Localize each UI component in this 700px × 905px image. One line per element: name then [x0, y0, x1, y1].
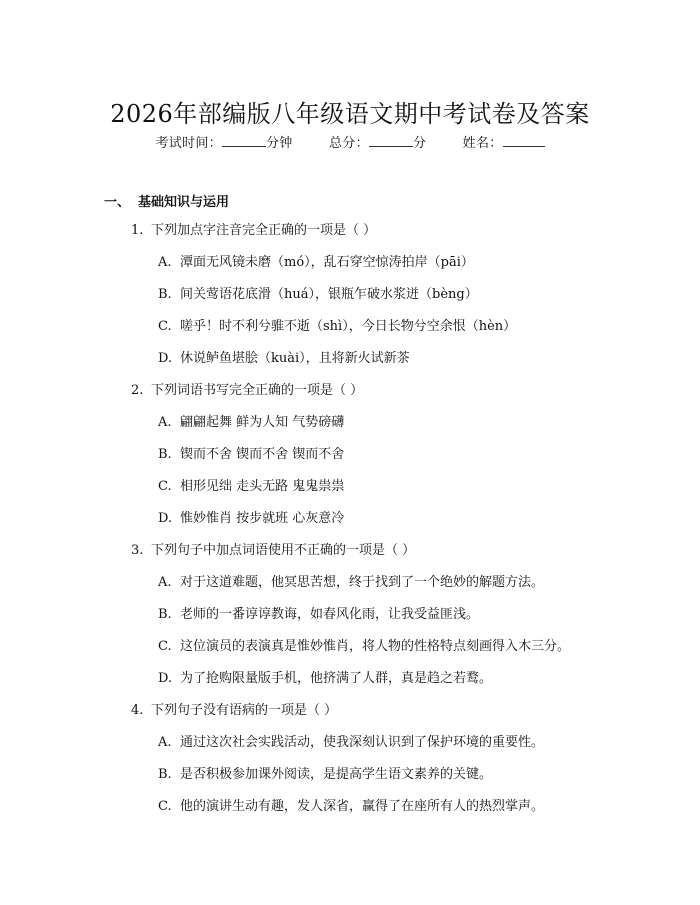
question-text: 下列句子中加点词语使用不正确的一项是（ ）: [151, 543, 416, 558]
option-c: [131, 796, 671, 828]
option-text: 锲而不舍 锲而不舍 锲而不舍: [180, 447, 345, 462]
option-a: [131, 572, 671, 604]
question-stem: [131, 540, 671, 572]
question-4: [131, 700, 671, 828]
section-title: 基础知识与运用: [138, 195, 230, 210]
option-text: 翩翩起舞 鲜为人知 气势磅礴: [180, 415, 345, 430]
question-number: 2.: [131, 383, 144, 398]
total-score-unit: 分: [412, 136, 427, 151]
option-c: [131, 316, 671, 348]
option-a: [131, 412, 671, 444]
option-text: 潭面无风镜未磨（mó），乱石穿空惊涛拍岸（pāi）: [180, 255, 474, 270]
option-d: [131, 668, 671, 700]
option-a: [131, 252, 671, 284]
option-letter: B.: [158, 767, 172, 782]
section-heading: [104, 191, 229, 210]
option-b: [131, 284, 671, 316]
question-2: [131, 380, 671, 540]
option-text: 通过这次社会实践活动，使我深刻认识到了保护环境的重要性。: [180, 735, 545, 750]
option-letter: A.: [158, 575, 172, 590]
option-letter: C.: [158, 479, 172, 494]
option-letter: D.: [158, 351, 173, 366]
option-b: [131, 764, 671, 796]
question-number: 1.: [131, 223, 144, 238]
question-number: 4.: [131, 703, 144, 718]
option-text: 这位演员的表演真是惟妙惟肖，将人物的性格特点刻画得入木三分。: [180, 639, 571, 654]
total-score-field: [329, 132, 426, 151]
option-letter: A.: [158, 415, 172, 430]
option-letter: C.: [158, 799, 172, 814]
option-letter: D.: [158, 671, 173, 686]
exam-time-blank: [222, 134, 266, 147]
total-score-blank: [369, 134, 413, 147]
option-letter: B.: [158, 607, 172, 622]
option-letter: D.: [158, 511, 173, 526]
option-b: [131, 604, 671, 636]
question-1: [131, 220, 671, 380]
question-text: 下列词语书写完全正确的一项是（ ）: [151, 383, 364, 398]
option-text: 他的演讲生动有趣，发人深省，赢得了在座所有人的热烈掌声。: [180, 799, 545, 814]
question-3: [131, 540, 671, 700]
student-name-blank: [503, 134, 545, 147]
student-name-field: [463, 132, 545, 151]
option-text: 休说鲈鱼堪脍（kuài），且将新火试新茶: [180, 351, 410, 366]
option-a: [131, 732, 671, 764]
question-text: 下列加点字注音完全正确的一项是（ ）: [151, 223, 377, 238]
option-d: [131, 348, 671, 380]
exam-time-field: [155, 132, 292, 151]
student-name-label: 姓名：: [462, 136, 503, 151]
option-letter: B.: [158, 447, 172, 462]
exam-info-row: [0, 132, 700, 151]
option-text: 是否积极参加课外阅读，是提高学生语文素养的关键。: [180, 767, 493, 782]
question-stem: [131, 220, 671, 252]
option-d: [131, 508, 671, 540]
total-score-label: 总分：: [329, 136, 369, 151]
question-stem: [131, 380, 671, 412]
page-title: 2026年部编版八年级语文期中考试卷及答案: [110, 100, 590, 129]
option-text: 老师的一番谆谆教诲，如春风化雨，让我受益匪浅。: [180, 607, 480, 622]
option-b: [131, 444, 671, 476]
option-text: 对于这道难题，他冥思苦想，终于找到了一个绝妙的解题方法。: [180, 575, 545, 590]
option-text: 嗟乎！时不利兮骓不逝（shì），今日长物兮空余恨（hèn）: [180, 319, 517, 334]
section-number: 一、: [104, 195, 131, 210]
option-letter: A.: [158, 735, 172, 750]
exam-time-label: 考试时间：: [155, 136, 222, 151]
option-letter: C.: [158, 319, 172, 334]
option-letter: B.: [158, 287, 172, 302]
option-letter: C.: [158, 639, 172, 654]
question-stem: [131, 700, 671, 732]
option-text: 惟妙惟肖 按步就班 心灰意冷: [180, 511, 345, 526]
option-text: 间关莺语花底滑（huá），银瓶乍破水浆迸（bèng）: [180, 287, 478, 302]
option-letter: A.: [158, 255, 172, 270]
question-list: [131, 220, 671, 828]
option-text: 为了抢购限量版手机，他挤满了人群，真是趋之若鹜。: [180, 671, 493, 686]
question-number: 3.: [131, 543, 144, 558]
option-c: [131, 636, 671, 668]
exam-time-unit: 分钟: [265, 136, 293, 151]
question-text: 下列句子没有语病的一项是（ ）: [151, 703, 338, 718]
option-text: 相形见绌 走头无路 鬼鬼祟祟: [180, 479, 345, 494]
option-c: [131, 476, 671, 508]
